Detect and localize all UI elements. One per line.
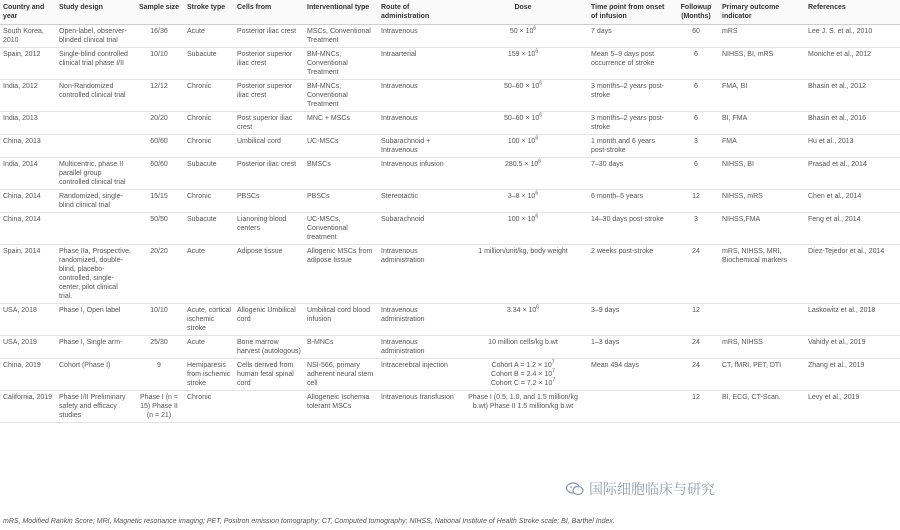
table-cell: mRS bbox=[719, 25, 805, 48]
table-cell: 12/12 bbox=[134, 80, 184, 112]
table-cell: 1–3 days bbox=[588, 336, 673, 359]
table-cell: Stereotactic bbox=[378, 190, 458, 213]
table-cell: Lee J. S. et al., 2010 bbox=[805, 25, 900, 48]
watermark bbox=[566, 479, 715, 499]
table-cell: 16/36 bbox=[134, 25, 184, 48]
table-cell: Randomized, single-blind clinical trial bbox=[56, 190, 134, 213]
column-header: Stroke type bbox=[184, 0, 234, 25]
table-cell: Intravenous administration bbox=[378, 304, 458, 336]
table-cell: 1 month and 6 years post-stroke bbox=[588, 135, 673, 158]
column-header: Interventional type bbox=[304, 0, 378, 25]
column-header: References bbox=[805, 0, 900, 25]
table-row bbox=[0, 112, 900, 135]
table-cell: PBSCs bbox=[304, 190, 378, 213]
table-cell: 3 months–2 years post-stroke bbox=[588, 80, 673, 112]
table-cell: USA, 2019 bbox=[0, 336, 56, 359]
table-cell: Bone marrow harvest (autologous) bbox=[234, 336, 304, 359]
table-row bbox=[0, 336, 900, 359]
table-cell: B-MNCs bbox=[304, 336, 378, 359]
column-header: Sample size bbox=[134, 0, 184, 25]
column-header: Time point from onset of infusion bbox=[588, 0, 673, 25]
table-cell: Phase I, Open label bbox=[56, 304, 134, 336]
table-cell: MNC + MSCs bbox=[304, 112, 378, 135]
table-cell: 6 bbox=[673, 158, 719, 190]
table-cell: 6 bbox=[673, 112, 719, 135]
table-cell: 9 bbox=[134, 359, 184, 391]
table-cell: Prasad et al., 2014 bbox=[805, 158, 900, 190]
column-header: Study design bbox=[56, 0, 134, 25]
table-cell: 15/15 bbox=[134, 190, 184, 213]
table-cell: Intravenous administration bbox=[378, 245, 458, 304]
table-cell: Chronic bbox=[184, 391, 234, 423]
table-cell: PBSCs bbox=[234, 190, 304, 213]
table-cell: 12 bbox=[673, 190, 719, 213]
table-cell: Multicentric, phase II parallel group controlled clinical trial bbox=[56, 158, 134, 190]
table-cell: Intraarterial bbox=[378, 48, 458, 80]
table-cell: Moniche et al., 2012 bbox=[805, 48, 900, 80]
table-cell: Post superior iliac crest bbox=[234, 112, 304, 135]
table-cell: Acute, cortical ischemic stroke bbox=[184, 304, 234, 336]
table-cell: Allogenic Umbilical cord bbox=[234, 304, 304, 336]
table-cell: 12 bbox=[673, 391, 719, 423]
table-cell: 7 days bbox=[588, 25, 673, 48]
table-cell: 10 million cells/kg b.wt bbox=[458, 336, 588, 359]
table-cell: Spain, 2014 bbox=[0, 245, 56, 304]
table-footnote: mRS, Modified Rankin Score; MRI, Magnetic resonance imaging; PET, Positron emission tomography; CT, Computed tomography; NIHSS, National Institute of Health Stroke scale; BI, Barthel Index. bbox=[3, 518, 615, 525]
table-cell: USA, 2018 bbox=[0, 304, 56, 336]
table-cell: Subacute bbox=[184, 158, 234, 190]
table-cell: NIHSS,FMA bbox=[719, 213, 805, 245]
table-cell: Bhasin et al., 2016 bbox=[805, 112, 900, 135]
table-cell: 7–30 days bbox=[588, 158, 673, 190]
table-cell: Phase I (0.5, 1.0, and 1.5 million/kg b.wt) Phase II 1.5 million/kg b.wt bbox=[458, 391, 588, 423]
table-cell: China, 2014 bbox=[0, 213, 56, 245]
table-cell: BI, FMA bbox=[719, 112, 805, 135]
table-cell: 3–9 days bbox=[588, 304, 673, 336]
table-cell: India, 2012 bbox=[0, 80, 56, 112]
table-cell: Subarachnoid bbox=[378, 213, 458, 245]
table-cell: $3-8 \times 10^6$ bbox=[458, 190, 588, 213]
table-cell: 3 bbox=[673, 213, 719, 245]
table-cell: Feng et al., 2014 bbox=[805, 213, 900, 245]
table-row bbox=[0, 48, 900, 80]
watermark-text: 国际细胞临床与研究 bbox=[589, 481, 715, 497]
table-cell bbox=[56, 112, 134, 135]
table-cell: Cohort (Phase I) bbox=[56, 359, 134, 391]
table-cell: Subarachnoid + Intravenous bbox=[378, 135, 458, 158]
table-cell: Posterior iliac crest bbox=[234, 158, 304, 190]
table-cell: 24 bbox=[673, 359, 719, 391]
table-cell: Intravenous infusion bbox=[378, 158, 458, 190]
table-cell: Intravenous bbox=[378, 112, 458, 135]
table-cell: Chronic bbox=[184, 190, 234, 213]
table-body bbox=[0, 25, 900, 423]
table-cell: Adipose tissue bbox=[234, 245, 304, 304]
table-cell: CT, fMRI, PET, DTI bbox=[719, 359, 805, 391]
table-row bbox=[0, 135, 900, 158]
table-cell: Zhang et al., 2019 bbox=[805, 359, 900, 391]
table-cell: Non-Randomized controlled clinical trial bbox=[56, 80, 134, 112]
column-header: Followup (Months) bbox=[673, 0, 719, 25]
table-cell: 6 month–5 years bbox=[588, 190, 673, 213]
table-cell: Bhasin et al., 2012 bbox=[805, 80, 900, 112]
table-row bbox=[0, 158, 900, 190]
table-row bbox=[0, 391, 900, 423]
table-cell: Chronic bbox=[184, 112, 234, 135]
table-cell: Intracerebral injection bbox=[378, 359, 458, 391]
table-cell: Lianoning blood centers bbox=[234, 213, 304, 245]
table-cell: 3 bbox=[673, 135, 719, 158]
table-cell: Chen et al., 2014 bbox=[805, 190, 900, 213]
table-cell: 10/10 bbox=[134, 304, 184, 336]
table-cell: Acute bbox=[184, 25, 234, 48]
table-cell: California, 2019 bbox=[0, 391, 56, 423]
table-cell: $100 \times 10^6$ bbox=[458, 135, 588, 158]
table-cell: $50-60 \times 10^6$ bbox=[458, 112, 588, 135]
table-row bbox=[0, 190, 900, 213]
table-cell: 24 bbox=[673, 245, 719, 304]
table-cell: 14–30 days post-stroke bbox=[588, 213, 673, 245]
table-cell: BI, ECG, CT-Scan. bbox=[719, 391, 805, 423]
table-cell: Spain, 2012 bbox=[0, 48, 56, 80]
table-cell: Chronic bbox=[184, 135, 234, 158]
table-cell: Cohort $A = 1.2 \times 10^7$ Cohort $B = 2.4 \times 10^7$ Cohort $C = 7.2 \times 10^7$ bbox=[458, 359, 588, 391]
table-cell: 1 million/unit/kg, body weight bbox=[458, 245, 588, 304]
table-cell: 6 bbox=[673, 48, 719, 80]
table-cell: 50/50 bbox=[134, 213, 184, 245]
table-row bbox=[0, 25, 900, 48]
column-header: Dose bbox=[458, 0, 588, 25]
table-cell: Cells derived from human fetal spinal cord bbox=[234, 359, 304, 391]
table-cell: UC-MSCs bbox=[304, 135, 378, 158]
table-cell: Posterior superior iliac crest bbox=[234, 48, 304, 80]
table-cell: Umbilical cord blood infusion bbox=[304, 304, 378, 336]
column-header: Country and year bbox=[0, 0, 56, 25]
table-row bbox=[0, 245, 900, 304]
table-cell: Allogeneic Ischemia tolerant MSCs bbox=[304, 391, 378, 423]
table-cell: MSCs, Conventional Treatment bbox=[304, 25, 378, 48]
table-cell: Posterior iliac crest bbox=[234, 25, 304, 48]
table-cell: NIHSS, BI bbox=[719, 158, 805, 190]
table-cell: China, 2014 bbox=[0, 190, 56, 213]
table-cell: Intravenous bbox=[378, 80, 458, 112]
table-cell: China, 2019 bbox=[0, 359, 56, 391]
table-cell: 20/20 bbox=[134, 112, 184, 135]
table-row bbox=[0, 304, 900, 336]
table-cell: FMA, BI bbox=[719, 80, 805, 112]
table-cell: Intravenous transfusion bbox=[378, 391, 458, 423]
table-cell: BM-MNCs, Conventional Treatment bbox=[304, 48, 378, 80]
table-cell: Vahidy et al., 2019 bbox=[805, 336, 900, 359]
table-cell: 25/30 bbox=[134, 336, 184, 359]
table-header-row bbox=[0, 0, 900, 25]
table-cell: Subacute bbox=[184, 213, 234, 245]
table-cell: Hu et al., 2013 bbox=[805, 135, 900, 158]
table-cell: Subacute bbox=[184, 48, 234, 80]
table-cell: $50 \times 10^6$ bbox=[458, 25, 588, 48]
table-cell: $3.34 \times 10^6$ bbox=[458, 304, 588, 336]
table-cell: Phase I, Single arm- bbox=[56, 336, 134, 359]
table-row bbox=[0, 213, 900, 245]
table-cell: Mean 494 days bbox=[588, 359, 673, 391]
table-cell: Levy et al., 2019 bbox=[805, 391, 900, 423]
wechat-icon bbox=[566, 482, 584, 496]
table-cell: FMA bbox=[719, 135, 805, 158]
table-row bbox=[0, 359, 900, 391]
table-cell: Single-blind controlled clinical trial phase I/II bbox=[56, 48, 134, 80]
table-cell: Posterior superior iliac crest bbox=[234, 80, 304, 112]
table-cell: UC-MSCs, Conventional treatment bbox=[304, 213, 378, 245]
table-cell: 60/60 bbox=[134, 158, 184, 190]
table-cell: 2 weeks post-stroke bbox=[588, 245, 673, 304]
table-cell: BM-MNCs, Conventional Treatment bbox=[304, 80, 378, 112]
table-cell: India, 2014 bbox=[0, 158, 56, 190]
table-cell: $50-60 \times 10^6$ bbox=[458, 80, 588, 112]
table-cell bbox=[56, 213, 134, 245]
table-cell: 3 months–2 years post-stroke bbox=[588, 112, 673, 135]
table-cell: 20/20 bbox=[134, 245, 184, 304]
table-cell: Phase IIa, Prospective, randomized, double-blind, placebo-controlled, single-center, pilot clinical trial. bbox=[56, 245, 134, 304]
table-cell: $159 \times 10^6$ bbox=[458, 48, 588, 80]
table-cell bbox=[56, 135, 134, 158]
table-cell: 12 bbox=[673, 304, 719, 336]
table-cell: Chronic bbox=[184, 80, 234, 112]
table-cell: Acute bbox=[184, 245, 234, 304]
table-cell: Allogenic MSCs from adipose tissue bbox=[304, 245, 378, 304]
table-cell: 6 bbox=[673, 80, 719, 112]
table-cell: Díez-Tejedor et al., 2014 bbox=[805, 245, 900, 304]
table-cell: mRS, NIHSS, MRI, Biochemical markers bbox=[719, 245, 805, 304]
table-cell: Laskowitz et al., 2018 bbox=[805, 304, 900, 336]
table-cell: Mean 5–9 days post occurrence of stroke bbox=[588, 48, 673, 80]
table-cell: Phase I/II Preliminary safety and efficacy studies bbox=[56, 391, 134, 423]
table-cell: mRS, NIHSS bbox=[719, 336, 805, 359]
table-cell: Umbilical cord bbox=[234, 135, 304, 158]
table-cell bbox=[588, 391, 673, 423]
table-cell: NSI-566, primary adherent neural stem cell bbox=[304, 359, 378, 391]
table-cell: NIHSS, mRS bbox=[719, 190, 805, 213]
table-cell: Open-label, observer-blinded clinical trial bbox=[56, 25, 134, 48]
table-cell bbox=[234, 391, 304, 423]
table-cell: Intravenous bbox=[378, 25, 458, 48]
column-header: Route of administration bbox=[378, 0, 458, 25]
table-cell: 24 bbox=[673, 336, 719, 359]
table-cell: BMSCs bbox=[304, 158, 378, 190]
table-cell bbox=[719, 304, 805, 336]
table-cell: NIHSS, BI, mRS bbox=[719, 48, 805, 80]
table-cell: $100 \times 10^6$ bbox=[458, 213, 588, 245]
table-cell: $280.5 \times 10^6$ bbox=[458, 158, 588, 190]
table-cell: 60/60 bbox=[134, 135, 184, 158]
column-header: Cells from bbox=[234, 0, 304, 25]
table-cell: Hemiparesis from ischemic stroke bbox=[184, 359, 234, 391]
table-cell: India, 2013 bbox=[0, 112, 56, 135]
column-header: Primary outcome indicator bbox=[719, 0, 805, 25]
table-cell: 60 bbox=[673, 25, 719, 48]
table-cell: Acute bbox=[184, 336, 234, 359]
table-row bbox=[0, 80, 900, 112]
table-cell: China, 2013 bbox=[0, 135, 56, 158]
table-cell: Phase I (n = 15) Phase II (n = 21) bbox=[134, 391, 184, 423]
table-cell: South Korea, 2010 bbox=[0, 25, 56, 48]
table-cell: 10/10 bbox=[134, 48, 184, 80]
table-cell: Intravenous administration bbox=[378, 336, 458, 359]
